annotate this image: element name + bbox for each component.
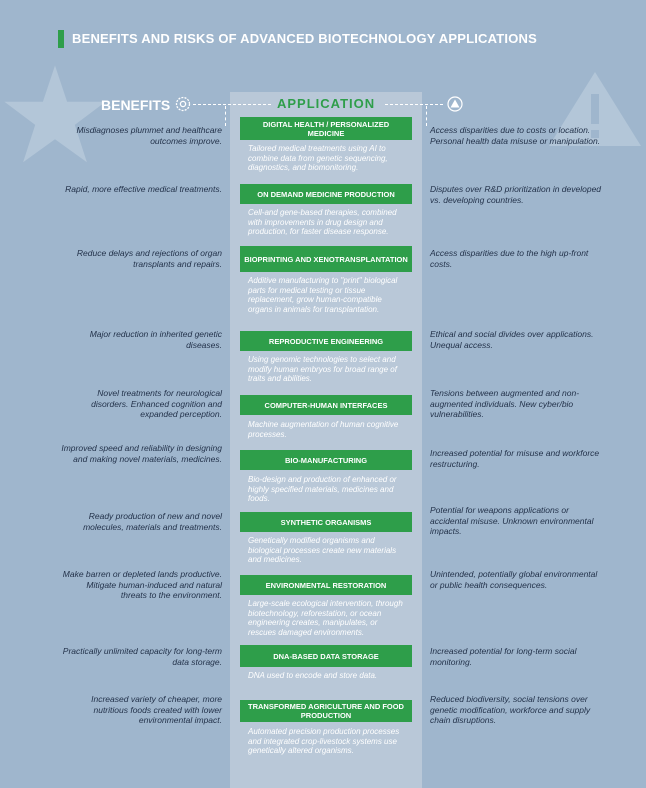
risk-text: Disputes over R&D prioritization in developed vs. developing countries.: [430, 184, 602, 205]
application-label: COMPUTER-HUMAN INTERFACES: [240, 395, 412, 415]
application-description: Bio-design and production of enhanced or highly specified materials, medicines and foods.: [248, 475, 397, 503]
risk-text: Access disparities due to the high up-front costs.: [430, 248, 589, 269]
benefit-text: Practically unlimited capacity for long-term data storage.: [62, 646, 222, 667]
application-description: Additive manufacturing to "print" biological parts for medical testing or tissue replacement, grow human-compatible organs in animals for transplantation.: [248, 276, 398, 314]
application-label: REPRODUCTIVE ENGINEERING: [240, 331, 412, 351]
benefit-text: Novel treatments for neurological disorders. Enhanced cognition and expanded perception.: [91, 388, 222, 419]
benefit-text: Misdiagnoses plummet and healthcare outcomes improve.: [76, 125, 222, 146]
benefit-text: Improved speed and reliability in designing and making novel materials, medicines.: [61, 443, 222, 464]
warning-circle-icon: [447, 96, 463, 112]
risk-text: Increased potential for long-term social monitoring.: [430, 646, 577, 667]
benefit-text: Increased variety of cheaper, more nutritious foods created with lower environmental impact.: [91, 694, 222, 725]
risk-text: Reduced biodiversity, social tensions over genetic modification, workforce and supply chain disruptions.: [430, 694, 591, 725]
application-label: TRANSFORMED AGRICULTURE AND FOOD PRODUCTION: [240, 700, 412, 722]
benefit-text: Rapid, more effective medical treatments.: [65, 184, 222, 194]
application-label: SYNTHETIC ORGANISMS: [240, 512, 412, 532]
benefits-connector: [193, 104, 271, 105]
application-label: ON DEMAND MEDICINE PRODUCTION: [240, 184, 412, 204]
application-label: BIOPRINTING AND XENOTRANSPLANTATION: [240, 246, 412, 272]
risks-connector: [385, 104, 443, 105]
benefits-header: BENEFITS: [101, 97, 171, 113]
application-label: DNA-BASED DATA STORAGE: [240, 645, 412, 667]
benefit-text: Make barren or depleted lands productive. Mitigate human-induced and natural threats to the environment.: [62, 569, 222, 600]
benefit-text: Ready production of new and novel molecules, materials and treatments.: [83, 511, 222, 532]
risks-connector-drop: [426, 106, 427, 126]
page-title: BENEFITS AND RISKS OF ADVANCED BIOTECHNOLOGY APPLICATIONS: [72, 31, 537, 46]
gear-icon: [175, 96, 191, 112]
application-label: DIGITAL HEALTH / PERSONALIZED MEDICINE: [240, 117, 412, 140]
application-description: Large-scale ecological intervention, through biotechnology, reforestation, or ocean engineering creates, manipulates, or rescues damaged environments.: [248, 599, 403, 637]
title-accent-bar: [58, 30, 64, 48]
star-icon: [0, 60, 110, 170]
application-header: APPLICATION: [277, 96, 376, 111]
benefit-text: Major reduction in inherited genetic diseases.: [89, 329, 222, 350]
application-description: Cell-and gene-based therapies, combined with improvements in drug design and production, for faster disease response.: [248, 208, 397, 236]
risk-text: Ethical and social divides over applications. Unequal access.: [430, 329, 594, 350]
risk-text: Unintended, potentially global environmental or public health consequences.: [430, 569, 598, 590]
risk-text: Access disparities due to costs or location. Personal health data misuse or manipulation.: [430, 125, 601, 146]
application-description: Genetically modified organisms and biological processes create new materials and medicines.: [248, 536, 397, 564]
application-label: BIO-MANUFACTURING: [240, 450, 412, 470]
risk-text: Increased potential for misuse and workforce restructuring.: [430, 448, 600, 469]
benefit-text: Reduce delays and rejections of organ transplants and repairs.: [76, 248, 222, 269]
benefits-connector-drop: [225, 106, 226, 126]
risk-text: Potential for weapons applications or accidental misuse. Unknown environmental impacts.: [430, 505, 594, 536]
risk-text: Tensions between augmented and non-augmented individuals. New cyber/bio vulnerabilities.: [430, 388, 580, 419]
application-description: Automated precision production processes and integrated crop-livestock systems use genetically altered organisms.: [248, 727, 400, 755]
application-description: Using genomic technologies to select and modify human embryos for broad range of traits and abilities.: [248, 355, 397, 383]
application-description: Machine augmentation of human cognitive processes.: [248, 420, 399, 439]
application-description: DNA used to encode and store data.: [248, 671, 378, 680]
application-description: Tailored medical treatments using AI to combine data from genetic sequencing, diagnostics, and biomonitoring.: [248, 144, 388, 172]
application-label: ENVIRONMENTAL RESTORATION: [240, 575, 412, 595]
